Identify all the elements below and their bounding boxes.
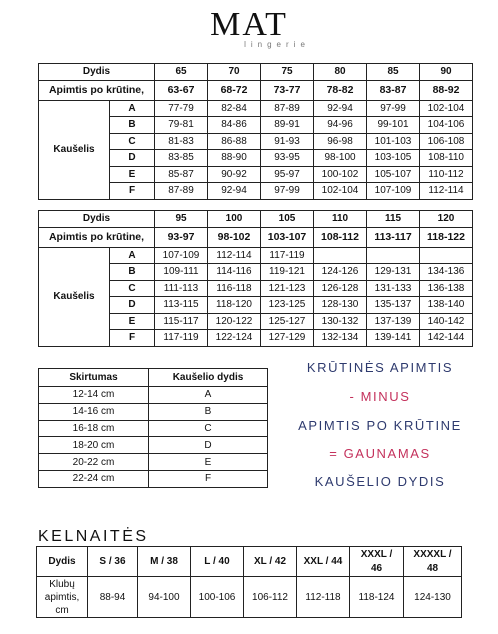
hip-cell: 88-94 (88, 577, 138, 618)
value-cell: 111-113 (155, 280, 208, 297)
value-cell: 102-104 (420, 100, 473, 117)
cup-letter: D (110, 297, 155, 314)
cup-letter: C (110, 280, 155, 297)
value-cell: 107-109 (367, 183, 420, 200)
value-cell: 116-118 (208, 280, 261, 297)
cup-row (39, 247, 473, 264)
cup-size-header: Kaušelio dydis (149, 369, 268, 387)
value-cell: 88-90 (208, 150, 261, 167)
value-cell: 92-94 (314, 100, 367, 117)
size-cell: 80 (314, 64, 367, 81)
value-cell: 87-89 (155, 183, 208, 200)
underbust-row (39, 80, 473, 100)
underbust-label: Apimtis po krūtine, (39, 80, 155, 100)
value-cell: 129-131 (367, 264, 420, 281)
value-cell: 81-83 (155, 133, 208, 150)
underbust-cell: 68-72 (208, 80, 261, 100)
value-cell (314, 247, 367, 264)
cup-cell: D (149, 437, 268, 454)
value-cell: 96-98 (314, 133, 367, 150)
value-cell: 107-109 (155, 247, 208, 264)
formula-result: = GAUNAMAS (329, 446, 431, 461)
cup-letter: A (110, 247, 155, 264)
cup-letter: F (110, 183, 155, 200)
cup-letter: C (110, 133, 155, 150)
size-cell: XXL / 44 (297, 547, 350, 577)
value-cell: 82-84 (208, 100, 261, 117)
cup-letter: E (110, 313, 155, 330)
value-cell: 117-119 (261, 247, 314, 264)
value-cell: 98-100 (314, 150, 367, 167)
size-cell: 70 (208, 64, 261, 81)
value-cell: 92-94 (208, 183, 261, 200)
cup-letter: F (110, 330, 155, 347)
value-cell: 95-97 (261, 166, 314, 183)
bra-size-table-1 (38, 63, 473, 200)
value-cell: 110-112 (420, 166, 473, 183)
size-cell: L / 40 (191, 547, 244, 577)
cup-cell: F (149, 470, 268, 487)
size-cell (350, 547, 404, 577)
formula-bust-circumference: KRŪTINĖS APIMTIS (306, 360, 454, 375)
value-cell: 142-144 (420, 330, 473, 347)
cup-letter: E (110, 166, 155, 183)
panties-hip-row (37, 577, 462, 618)
underbust-cell: 103-107 (261, 227, 314, 247)
bra-size-table-2 (38, 210, 473, 347)
size-cell: M / 38 (138, 547, 191, 577)
hip-label-line: Klubų (49, 578, 75, 590)
value-cell: 86-88 (208, 133, 261, 150)
difference-cell: 16-18 cm (39, 420, 149, 437)
value-cell: 100-102 (314, 166, 367, 183)
difference-cell: 14-16 cm (39, 403, 149, 420)
value-cell: 139-141 (367, 330, 420, 347)
cup-letter: B (110, 117, 155, 134)
cup-letter: B (110, 264, 155, 281)
table-row (39, 420, 268, 437)
size-cell: 115 (367, 211, 420, 228)
value-cell: 132-134 (314, 330, 367, 347)
value-cell: 93-95 (261, 150, 314, 167)
value-cell: 117-119 (155, 330, 208, 347)
size-xxxl-bottom: 46 (370, 562, 383, 574)
value-cell: 84-86 (208, 117, 261, 134)
size-cell: 90 (420, 64, 473, 81)
value-cell: 118-120 (208, 297, 261, 314)
value-cell: 91-93 (261, 133, 314, 150)
underbust-cell: 78-82 (314, 80, 367, 100)
cup-cell: A (149, 387, 268, 404)
panties-title: KELNAITĖS (38, 528, 149, 545)
value-cell: 140-142 (420, 313, 473, 330)
size-cell: 110 (314, 211, 367, 228)
value-cell: 131-133 (367, 280, 420, 297)
value-cell: 130-132 (314, 313, 367, 330)
table-row (39, 403, 268, 420)
difference-cell: 20-22 cm (39, 454, 149, 471)
size-row (39, 211, 473, 228)
panties-size-row (37, 547, 462, 577)
value-cell: 134-136 (420, 264, 473, 281)
size-cell: 100 (208, 211, 261, 228)
hip-label (37, 577, 88, 618)
cup-cell: E (149, 454, 268, 471)
value-cell: 97-99 (261, 183, 314, 200)
underbust-cell: 83-87 (367, 80, 420, 100)
difference-header: Skirtumas (39, 369, 149, 387)
value-cell: 108-110 (420, 150, 473, 167)
hip-cell: 124-130 (404, 577, 462, 618)
cup-label: Kaušelis (39, 247, 110, 346)
value-cell (367, 247, 420, 264)
value-cell: 114-116 (208, 264, 261, 281)
table-row (39, 387, 268, 404)
table-row (39, 454, 268, 471)
size-label: Dydis (39, 211, 155, 228)
cup-row (39, 100, 473, 117)
cup-letter: D (110, 150, 155, 167)
value-cell: 112-114 (420, 183, 473, 200)
value-cell: 119-121 (261, 264, 314, 281)
underbust-cell: 93-97 (155, 227, 208, 247)
size-xxxxl-bottom: 48 (426, 562, 439, 574)
formula-cup-size: KAUŠELIO DYDIS (314, 474, 446, 489)
size-xxxl-top: XXXL / (360, 548, 393, 560)
underbust-cell: 63-67 (155, 80, 208, 100)
value-cell: 94-96 (314, 117, 367, 134)
value-cell: 136-138 (420, 280, 473, 297)
cup-difference-table (38, 368, 268, 488)
value-cell: 120-122 (208, 313, 261, 330)
table-row (39, 470, 268, 487)
hip-cell: 94-100 (138, 577, 191, 618)
value-cell: 89-91 (261, 117, 314, 134)
cup-label: Kaušelis (39, 100, 110, 199)
hip-cell: 118-124 (350, 577, 404, 618)
value-cell: 106-108 (420, 133, 473, 150)
value-cell: 99-101 (367, 117, 420, 134)
hip-cell: 112-118 (297, 577, 350, 618)
brand-logo (0, 8, 498, 49)
value-cell: 112-114 (208, 247, 261, 264)
value-cell: 109-111 (155, 264, 208, 281)
difference-cell: 18-20 cm (39, 437, 149, 454)
underbust-label: Apimtis po krūtine, (39, 227, 155, 247)
value-cell: 113-115 (155, 297, 208, 314)
size-label: Dydis (39, 64, 155, 81)
size-cell: 95 (155, 211, 208, 228)
value-cell: 125-127 (261, 313, 314, 330)
value-cell: 87-89 (261, 100, 314, 117)
underbust-cell: 108-112 (314, 227, 367, 247)
logo-wordmark: MAT (210, 6, 288, 43)
formula-underbust: APIMTIS PO KRŪTINE (298, 418, 462, 433)
hip-label-line: cm (55, 604, 69, 616)
value-cell: 128-130 (314, 297, 367, 314)
size-cell: 75 (261, 64, 314, 81)
value-cell: 77-79 (155, 100, 208, 117)
value-cell: 138-140 (420, 297, 473, 314)
value-cell: 122-124 (208, 330, 261, 347)
underbust-cell: 98-102 (208, 227, 261, 247)
value-cell: 115-117 (155, 313, 208, 330)
underbust-cell: 113-117 (367, 227, 420, 247)
value-cell: 104-106 (420, 117, 473, 134)
cup-letter: A (110, 100, 155, 117)
value-cell (420, 247, 473, 264)
size-cell: 120 (420, 211, 473, 228)
hip-cell: 100-106 (191, 577, 244, 618)
value-cell: 135-137 (367, 297, 420, 314)
value-cell: 85-87 (155, 166, 208, 183)
value-cell: 83-85 (155, 150, 208, 167)
value-cell: 103-105 (367, 150, 420, 167)
value-cell: 123-125 (261, 297, 314, 314)
underbust-row (39, 227, 473, 247)
formula-minus: - MINUS (349, 389, 411, 404)
header-row (39, 369, 268, 387)
cup-cell: B (149, 403, 268, 420)
size-cell: 105 (261, 211, 314, 228)
panties-size-table (36, 546, 462, 618)
value-cell: 137-139 (367, 313, 420, 330)
logo-subtitle: lingerie (244, 40, 310, 49)
value-cell: 121-123 (261, 280, 314, 297)
size-cell: XL / 42 (244, 547, 297, 577)
size-cell: 85 (367, 64, 420, 81)
size-row (39, 64, 473, 81)
size-label: Dydis (37, 547, 88, 577)
value-cell: 101-103 (367, 133, 420, 150)
value-cell: 79-81 (155, 117, 208, 134)
underbust-cell: 73-77 (261, 80, 314, 100)
difference-cell: 22-24 cm (39, 470, 149, 487)
size-xxxxl-top: XXXXL / (413, 548, 452, 560)
value-cell: 126-128 (314, 280, 367, 297)
size-cell (404, 547, 462, 577)
value-cell: 124-126 (314, 264, 367, 281)
table-row (39, 437, 268, 454)
cup-cell: C (149, 420, 268, 437)
value-cell: 90-92 (208, 166, 261, 183)
size-cell: S / 36 (88, 547, 138, 577)
underbust-cell: 88-92 (420, 80, 473, 100)
value-cell: 105-107 (367, 166, 420, 183)
underbust-cell: 118-122 (420, 227, 473, 247)
value-cell: 102-104 (314, 183, 367, 200)
size-cell: 65 (155, 64, 208, 81)
value-cell: 97-99 (367, 100, 420, 117)
hip-cell: 106-112 (244, 577, 297, 618)
hip-label-line: apimtis, (44, 591, 80, 603)
value-cell: 127-129 (261, 330, 314, 347)
difference-cell: 12-14 cm (39, 387, 149, 404)
